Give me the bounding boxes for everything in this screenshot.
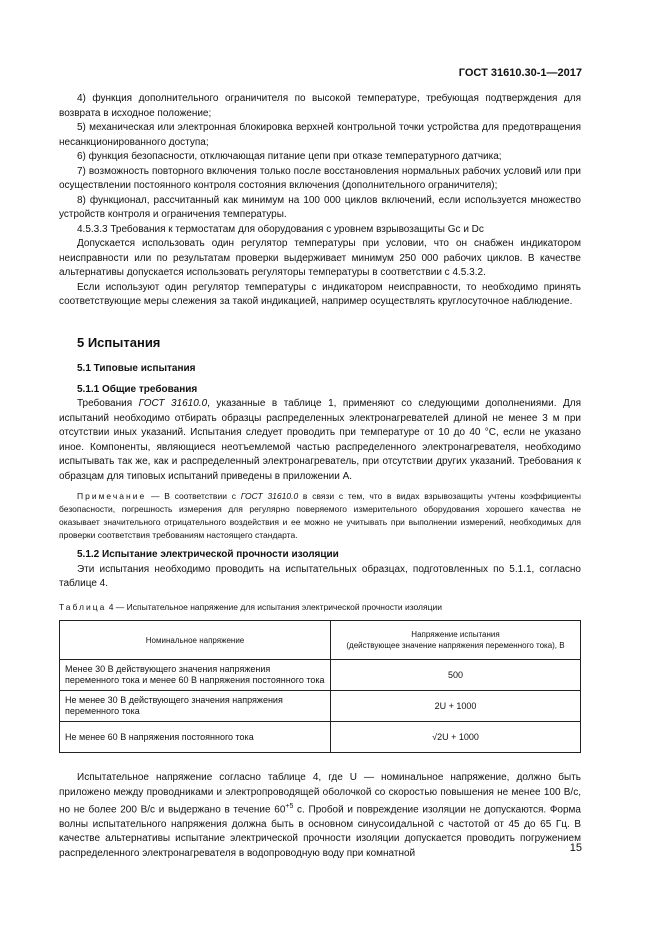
reference: ГОСТ 31610.0 xyxy=(240,491,299,501)
paragraph: Если используют один регулятор температуры с индикатором неисправности, то необходимо принять соответствующие меры слежения за такой индикацией, например осуществлять круглосуточное наблюдение. xyxy=(59,281,581,307)
header-line: Напряжение испытания xyxy=(411,630,500,639)
caption-label: Таблица xyxy=(59,601,107,612)
note-label: Примечание xyxy=(77,491,147,501)
reference: ГОСТ 31610.0 xyxy=(138,398,208,409)
clause-title: 5.1.1 Общие требования xyxy=(77,383,198,395)
page-number: 15 xyxy=(569,842,582,854)
list-item: 8) функционал, рассчитанный как минимум на 100 000 циклов включений, если используется множество устройств контроля и ограничения температуры. xyxy=(59,194,581,220)
table-caption xyxy=(59,600,581,615)
table-row xyxy=(60,691,581,722)
note xyxy=(59,490,581,542)
paragraph xyxy=(59,771,581,861)
paragraph: Допускается использовать один регулятор температуры при условии, что он снабжен индикатором неисправности или по результатам проверки выдерживает минимум 250 000 рабочих циклов. В качестве альтернативы допускается использовать регуляторы температуры в соответствии с 4.5.3.2. xyxy=(59,238,581,278)
caption-text: 4 — Испытательное напряжение для испытания электрической прочности изоляции xyxy=(106,601,442,612)
section-title: 5 Испытания xyxy=(77,334,161,350)
table-row xyxy=(60,722,581,753)
column-header xyxy=(331,621,581,660)
text: , указанные в таблице 1, применяют со следующими дополнениями. Для испытаний необходимо отбирать образцы распределенных электронагревателей длиной не менее 3 м при отсутствии иных указаний. Испытания следует проводить при температуре от 10 до 40 °С, если не указано иное. Компоненты, являющиеся неотъемлемой частью распределенного электронагревателя, необходимо испытывать так же, как и распределенный электронагреватель, при отсутствии других указаний. Требования к образцам для типовых испытаний приведены в приложении А. xyxy=(59,398,581,482)
table-cell: 2U + 1000 xyxy=(331,691,581,722)
subsection-heading: 4.5.3.3 Требования к термостатам для оборудования с уровнем взрывозащиты Gc и Dc xyxy=(77,223,484,235)
text: Испытательное напряжение согласно таблице 4, где U — номинальное напряжение, должно быть приложено между проводниками и электропроводящей оболочкой со скоростью повышения не менее 100 В/с, но не более 200 В/с и выдержано в течение 60 xyxy=(59,772,581,816)
test-voltage-table xyxy=(59,620,581,753)
superscript: +5 xyxy=(285,803,294,810)
table-row xyxy=(60,660,581,691)
list-item: 6) функция безопасности, отключающая питание цепи при отказе температурного датчика; xyxy=(77,151,502,162)
table-cell: √2U + 1000 xyxy=(331,722,581,753)
list-item: 5) механическая или электронная блокировка верхней контрольной точки устройства для предотвращения несанкционированного доступа; xyxy=(59,122,581,148)
table-cell: Менее 30 В действующего значения напряжения переменного тока и менее 60 В напряжения постоянного тока xyxy=(60,660,331,691)
text: в связи с тем, что в видах взрывозащиты учтены коэффициенты безопасности, погрешность измерения для регулярно поверяемого измерительного оборудования хорошего качества не оказывает значительного отрицательного воздействия и ее можно не учитывать при выполнении измерений, необходимых для проверки соответствия требованиям настоящего стандарта. xyxy=(59,491,581,540)
text: Требования xyxy=(77,398,139,409)
table-header-row xyxy=(60,621,581,660)
page-content xyxy=(59,92,581,861)
list-item: 7) возможность повторного включения только после восстановления нормальных рабочих условий или при осуществлении постоянного контроля состояния включения (дополнительного ограничителя); xyxy=(59,165,581,191)
column-header: Номинальное напряжение xyxy=(60,621,331,660)
paragraph: Эти испытания необходимо проводить на испытательных образцах, подготовленных по 5.1.1, согласно таблице 4. xyxy=(59,563,581,589)
clause-title: 5.1.2 Испытание электрической прочности изоляции xyxy=(77,549,339,560)
paragraph xyxy=(59,397,581,484)
header-line: (действующее значение напряжения переменного тока), В xyxy=(346,641,565,650)
subsection-title: 5.1 Типовые испытания xyxy=(77,363,196,374)
table-cell: Не менее 30 В действующего значения напряжения переменного тока xyxy=(60,691,331,722)
document-header: ГОСТ 31610.30-1—2017 xyxy=(458,67,582,79)
list-item: 4) функция дополнительного ограничителя по высокой температуре, требующая подтверждения для возврата в исходное положение; xyxy=(59,93,581,119)
text: с. Пробой и повреждение изоляции не допускаются. Форма волны испытательного напряжения должна быть в основном синусоидальной с частотой от 45 до 65 Гц. В качестве альтернативы испытание электрической прочности изоляции допускается проводить погружением распределенного электронагревателя в водопроводную воду при комнатной xyxy=(59,804,581,859)
table-cell: Не менее 60 В напряжения постоянного тока xyxy=(60,722,331,753)
table-cell: 500 xyxy=(331,660,581,691)
text: — В соответствии с xyxy=(146,491,241,501)
